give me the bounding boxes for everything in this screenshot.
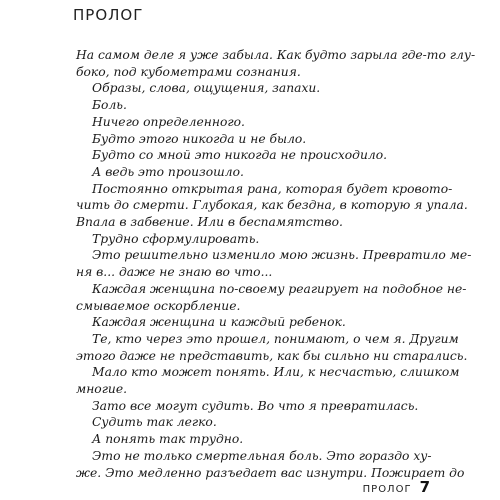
text-line: ня в... даже не знаю во что... [76, 265, 273, 280]
text-line: Мало кто может понять. Или, к несчастью, слишком [92, 365, 460, 380]
text-line: Судить так легко. [92, 415, 217, 430]
text-line: боко, под кубометрами сознания. [76, 64, 301, 79]
text-line: Впала в забвение. Или в беспамятство. [76, 215, 343, 230]
text-line: Каждая женщина и каждый ребенок. [92, 315, 346, 330]
text-line: А понять так трудно. [92, 432, 244, 447]
text-line: На самом деле я уже забыла. Как будто зарыла где-то глу- [76, 48, 476, 62]
text-line: Это не только смертельная боль. Это гораздо ху- [92, 448, 432, 463]
text-line: Ничего определенного. [92, 114, 245, 129]
text-line: Будто со мной это никогда не происходило. [92, 148, 388, 163]
body-text [76, 47, 476, 481]
page-number: 7 [419, 478, 430, 496]
text-line: чить до смерти. Глубокая, как бездна, в которую я упала. [76, 198, 468, 213]
text-line: Постоянно открытая рана, которая будет кровото- [92, 181, 453, 196]
text-line: Это решительно изменило мою жизнь. Превратило ме- [92, 248, 472, 263]
page-footer [363, 478, 430, 496]
text-line: этого даже не представить, как бы сильно ни старались. [76, 348, 468, 363]
text-line: смываемое оскорбление. [76, 298, 241, 313]
text-line: Образы, слова, ощущения, запахи. [92, 81, 321, 96]
text-line: же. Это медленно разъедает вас изнутри. Пожирает до [76, 465, 465, 480]
footer-chapter-label: ПРОЛОГ [362, 484, 412, 495]
text-line: Каждая женщина по-своему реагирует на подобное не- [92, 281, 467, 296]
text-line: Трудно сформулировать. [92, 231, 260, 246]
text-line: Будто этого никогда и не было. [92, 131, 307, 146]
chapter-title: ПРОЛОГ [73, 6, 144, 24]
text-line: Боль. [92, 98, 127, 113]
text-line: А ведь это произошло. [92, 164, 244, 179]
text-line: Зато все могут судить. Во что я превратилась. [92, 398, 419, 413]
text-line: Те, кто через это прошел, понимают, о чем я. Другим [92, 331, 459, 346]
text-line: многие. [76, 382, 128, 397]
